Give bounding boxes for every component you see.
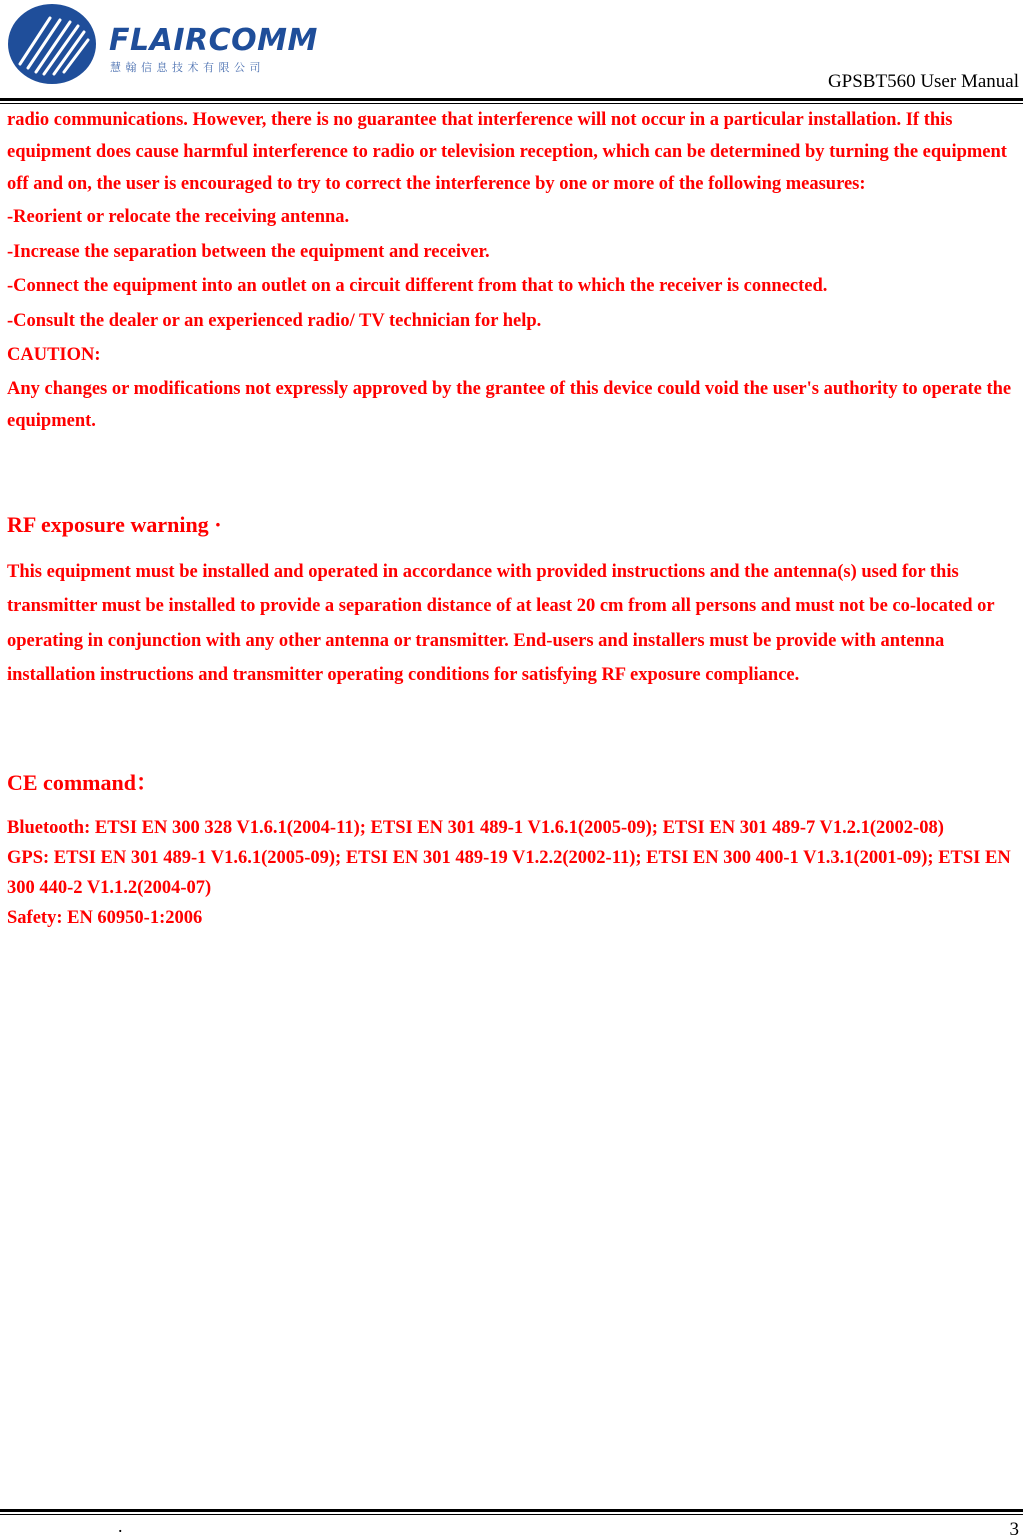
spacer	[7, 543, 1019, 555]
ce-heading-text: CE command	[7, 769, 136, 795]
spacer	[7, 801, 1019, 813]
rf-heading-text: RF exposure warning	[7, 511, 209, 537]
document-title: GPSBT560 User Manual	[827, 71, 1019, 92]
ce-safety-standard: Safety: EN 60950-1:2006	[7, 907, 203, 928]
logo-wordmark: FLAIRCOMM	[109, 23, 318, 58]
spacer	[7, 437, 1019, 507]
flaircomm-logo	[6, 2, 316, 86]
page-number: 3	[1009, 1519, 1019, 1538]
spacer	[7, 693, 1019, 765]
footer-dot: .	[118, 1516, 123, 1536]
page-header	[0, 0, 1023, 106]
ce-heading-colon: ：	[135, 769, 158, 795]
rf-exposure-heading	[7, 507, 1019, 543]
fcc-intro-paragraph: radio communications. However, there is no guarantee that interference will not occur in a particular installation. If this equipment does cause harmful interference to radio or television reception, which can be determined by turning the equipment off and on, the user is encouraged to try to correct the interference by one or more of the following measures:	[7, 110, 1007, 194]
flaircomm-logo-icon	[6, 2, 102, 86]
ce-gps-standards: GPS: ETSI EN 301 489-1 V1.6.1(2005-09); ETSI EN 301 489-19 V1.2.2(2002-11); ETSI EN 300 400-1 V1.3.1(2001-09); ETSI EN 300 440-2 V1.1.2(2004-07)	[7, 847, 1011, 898]
measure-item: -Consult the dealer or an experienced radio/ TV technician for help.	[7, 310, 542, 331]
caution-label: CAUTION:	[7, 345, 101, 365]
rf-heading-mark: ·	[214, 511, 222, 537]
measure-item: -Connect the equipment into an outlet on a circuit different from that to which the receiver is connected.	[7, 276, 828, 296]
header-rule	[0, 98, 1023, 101]
rf-exposure-paragraph: This equipment must be installed and operated in accordance with provided instructions and the antenna(s) used for this transmitter must be installed to provide a separation distance of at least 20 cm from all persons and must not be co-located or operating in conjunction with any other antenna or transmitter. End-users and installers must be provide with antenna installation instructions and transmitter operating conditions for satisfying RF exposure compliance.	[7, 561, 995, 685]
logo-subtitle: 慧翰信息技术有限公司	[110, 61, 265, 74]
measure-item: -Reorient or relocate the receiving antenna.	[7, 207, 350, 227]
measure-item: -Increase the separation between the equipment and receiver.	[7, 241, 490, 262]
page-footer	[0, 1500, 1023, 1538]
caution-text: Any changes or modifications not expressly approved by the grantee of this device could void the user's authority to operate the equipment.	[7, 378, 1012, 431]
ce-command-heading	[7, 765, 1019, 801]
footer-rule	[0, 1509, 1023, 1512]
ce-bluetooth-standards: Bluetooth: ETSI EN 300 328 V1.6.1(2004-11); ETSI EN 301 489-1 V1.6.1(2005-09); ETSI EN 301 489-7 V1.2.1(2002-08)	[7, 817, 944, 838]
footer-rule-thin	[0, 1514, 1023, 1515]
page-content	[7, 104, 1019, 933]
